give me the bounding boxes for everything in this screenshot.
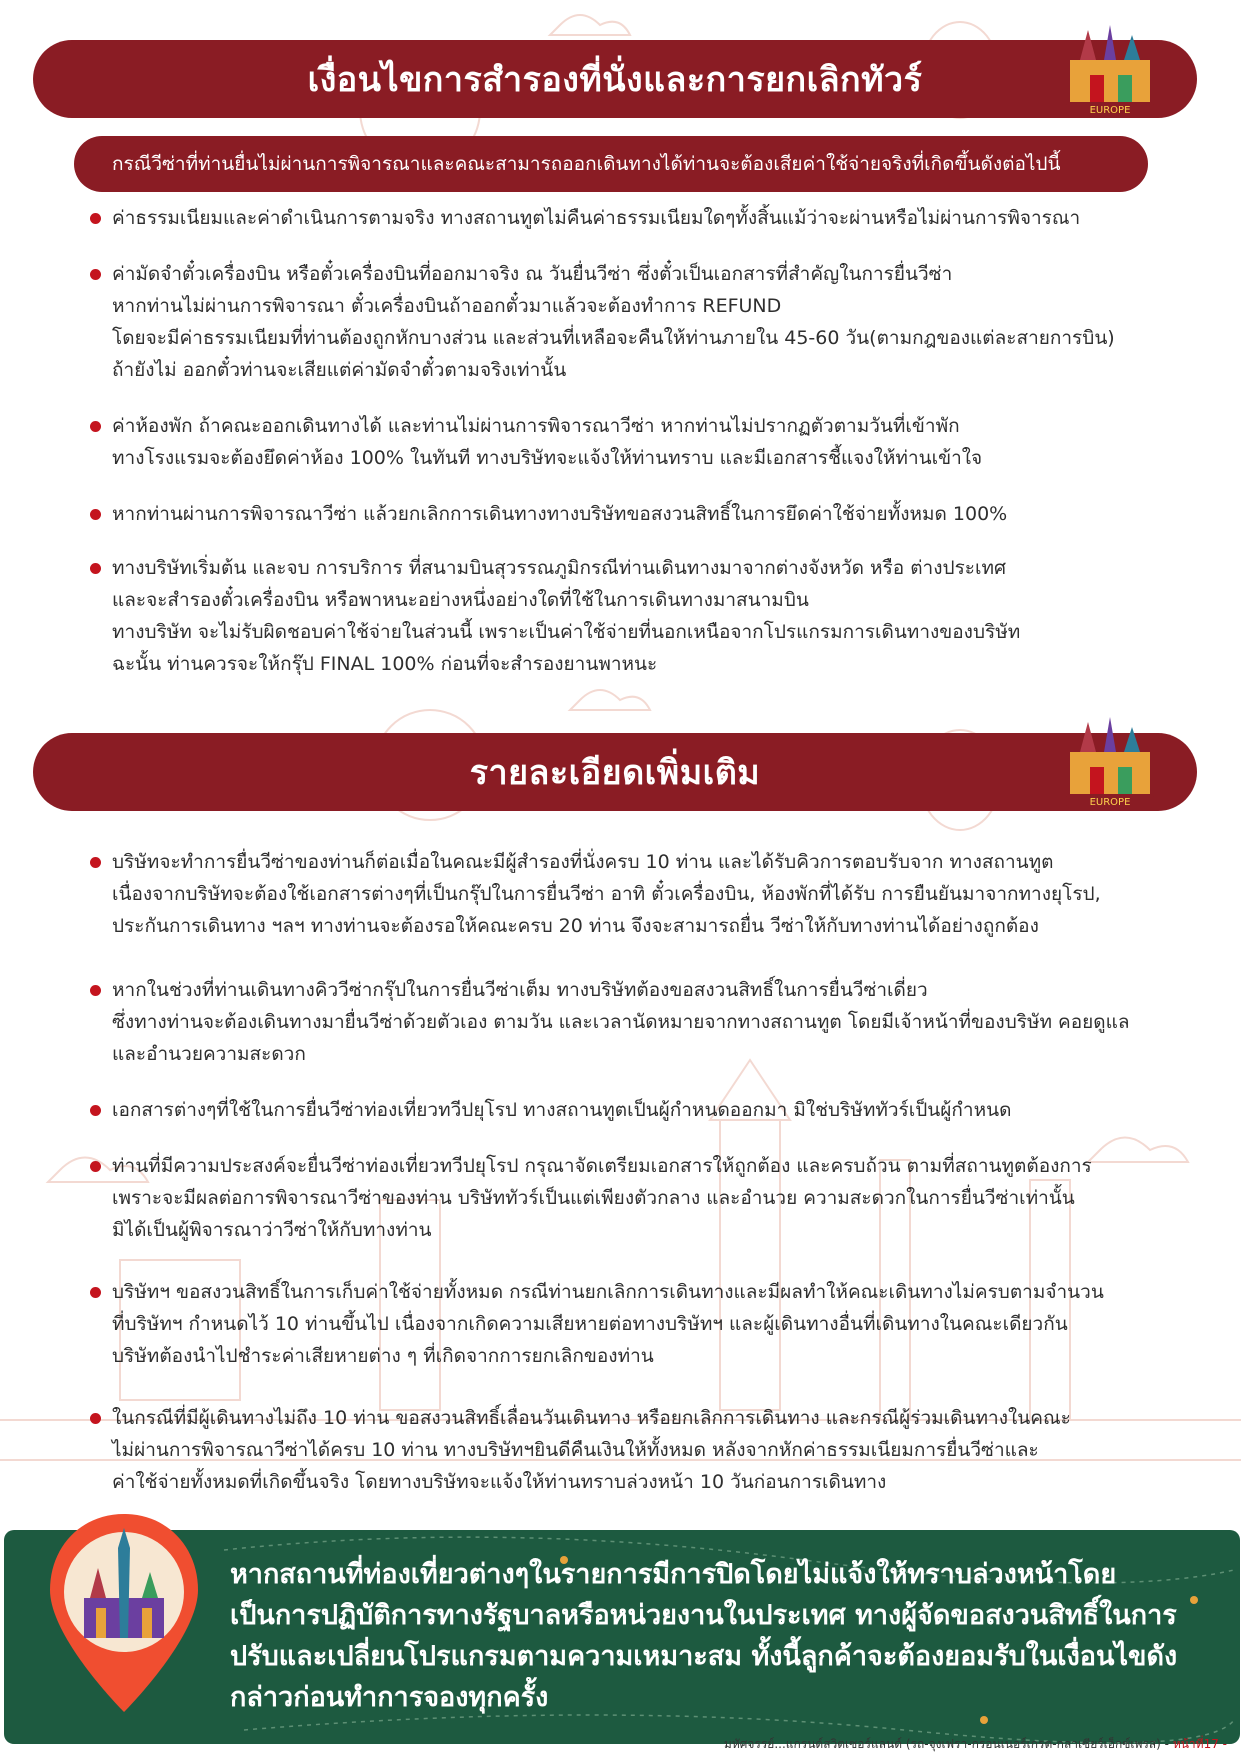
- list-item-text: ค่าธรรมเนียมและค่าดำเนินการตามจริง ทางสถานทูตไม่คืนค่าธรรมเนียมใดๆทั้งสิ้นแม้ว่าจะผ่านหรือไม่ผ่านการพิจารณา: [112, 207, 1081, 229]
- section1-banner: [33, 40, 1197, 118]
- program-name: มหัศจรรย์...แกรนด์สวิตเซอร์แลนด์ (รถ-จุงเฟรา-กรอนเนอร์เกรต-กลาเซียร์เอ็กซ์เพรส) -: [723, 1737, 1173, 1751]
- bullet-icon: [90, 421, 101, 432]
- list-item-text: ท่านที่มีความประสงค์จะยื่นวีซ่าท่องเที่ยวทวีปยุโรป กรุณาจัดเตรียมเอกสารให้ถูกต้อง และครบถ้วน ตามที่สถานทูตต้องการ เพราะจะมีผลต่อการพิจารณาวีซ่าของท่าน บริษัททัวร์เป็นแต่เพียงตัวกลาง และอำนวย ความสะดวกในการยื่นวีซ่าเท่านั้น มิได้เป็นผู้พิจารณาว่าวีซ่าให้กับทางท่าน: [112, 1155, 1092, 1241]
- notice-text: หากสถานที่ท่องเที่ยวต่างๆในรายการมีการปิดโดยไม่แจ้งให้ทราบล่วงหน้าโดยเป็นการปฏิบัติการทางรัฐบาลหรือหน่วยงานในประเทศ ทางผู้จัดขอสงวนสิทธิ์ในการปรับและเปลี่ยนโปรแกรมตามความเหมาะสม ทั้งนี้ลูกค้าจะต้องยอมรับในเงื่อนไขดังกล่าวก่อนทำการจองทุกครั้ง: [230, 1559, 1178, 1713]
- europe-landmarks-badge-icon: [1060, 20, 1160, 120]
- section1-subtitle: กรณีวีซ่าที่ท่านยื่นไม่ผ่านการพิจารณาและคณะสามารถออกเดินทางได้ท่านจะต้องเสียค่าใช้จ่ายจริงที่เกิดขึ้นดังต่อไปนี้: [112, 153, 1061, 175]
- section1-badge-label: EUROPE: [1089, 105, 1131, 116]
- europe-landmarks-badge-icon: [1060, 712, 1160, 812]
- bullet-icon: [90, 985, 101, 996]
- bullet-icon: [90, 1413, 101, 1424]
- section1-title: เงื่อนไขการสำรองที่นั่งและการยกเลิกทัวร์: [307, 60, 923, 100]
- bullet-icon: [90, 1105, 101, 1116]
- bullet-icon: [90, 1287, 101, 1298]
- bullet-icon: [90, 269, 101, 280]
- list-item-text: บริษัทฯ ขอสงวนสิทธิ์ในการเก็บค่าใช้จ่ายทั้งหมด กรณีท่านยกเลิกการเดินทางและมีผลทำให้คณะเดินทางไม่ครบตามจำนวน ที่บริษัทฯ กำหนดไว้ 10 ท่านขึ้นไป เนื่องจากเกิดความเสียหายต่อทางบริษัทฯ และผู้เดินทางอื่นที่เดินทางในคณะเดียวกัน บริษัทต้องนำไปชำระค่าเสียหายต่าง ๆ ที่เกิดจากการยกเลิกของท่าน: [112, 1281, 1104, 1367]
- section2-title: รายละเอียดเพิ่มเติม: [469, 753, 761, 793]
- page-number: หน้าที่17 -: [1172, 1737, 1227, 1751]
- bullet-icon: [90, 1161, 101, 1172]
- list-item-text: เอกสารต่างๆที่ใช้ในการยื่นวีซ่าท่องเที่ยวทวีปยุโรป ทางสถานทูตเป็นผู้กำหนดออกมา มิใช่บริษัททัวร์เป็นผู้กำหนด: [112, 1099, 1012, 1121]
- list-item-text: ค่าห้องพัก ถ้าคณะออกเดินทางได้ และท่านไม่ผ่านการพิจารณาวีซ่า หากท่านไม่ปรากฏตัวตามวันที่เข้าพัก ทางโรงแรมจะต้องยึดค่าห้อง 100% ในทันที ทางบริษัทจะแจ้งให้ท่านทราบ และมีเอกสารชี้แจงให้ท่านเข้าใจ: [112, 415, 983, 469]
- page-footer: [724, 1735, 1227, 1754]
- section2-badge-label: EUROPE: [1089, 797, 1131, 808]
- list-item-text: บริษัทจะทำการยื่นวีซ่าของท่านก็ต่อเมื่อในคณะมีผู้สำรองที่นั่งครบ 10 ท่าน และได้รับคิวการตอบรับจาก ทางสถานทูต เนื่องจากบริษัทจะต้องใช้เอกสารต่างๆที่เป็นกรุ๊ปในการยื่นวีซ่า อาทิ ตั๋วเครื่องบิน, ห้องพักที่ได้รับ การยืนยันมาจากทางยุโรป, ประกันการเดินทาง ฯลฯ ทางท่านจะต้องรอให้คณะครบ 20 ท่าน จึงจะสามารถยื่น วีซ่าให้กับทางท่านได้อย่างถูกต้อง: [112, 851, 1101, 937]
- list-item-text: หากในช่วงที่ท่านเดินทางคิววีซ่ากรุ๊ปในการยื่นวีซ่าเต็ม ทางบริษัทต้องขอสงวนสิทธิ์ในการยื่นวีซ่าเดี่ยว ซึ่งทางท่านจะต้องเดินทางมายื่นวีซ่าด้วยตัวเอง ตามวัน และเวลานัดหมายจากทางสถานทูต โดยมีเจ้าหน้าที่ของบริษัท คอยดูแล และอำนวยความสะดวก: [112, 979, 1130, 1065]
- bullet-icon: [90, 563, 101, 574]
- list-item-text: ค่ามัดจำตั๋วเครื่องบิน หรือตั๋วเครื่องบินที่ออกมาจริง ณ วันยื่นวีซ่า ซึ่งตั๋วเป็นเอกสารที่สำคัญในการยื่นวีซ่า หากท่านไม่ผ่านการพิจารณา ตั๋วเครื่องบินถ้าออกตั๋วมาแล้วจะต้องทำการ REFUND โดยจะมีค่าธรรมเนียมที่ท่านต้องถูกหักบางส่วน และส่วนที่เหลือจะคืนให้ท่านภายใน 45-60 วัน(ตามกฎของแต่ละสายการบิน) ถ้ายังไม่ ออกตั๋วท่านจะเสียแต่ค่ามัดจำตั๋วตามจริงเท่านั้น: [112, 263, 1115, 381]
- section2-banner: [33, 733, 1197, 811]
- location-pin-landmarks-icon: [44, 1508, 204, 1718]
- section1-subtitle-bar: [74, 136, 1148, 192]
- list-item-text: ในกรณีที่มีผู้เดินทางไม่ถึง 10 ท่าน ขอสงวนสิทธิ์เลื่อนวันเดินทาง หรือยกเลิกการเดินทาง และกรณีผู้ร่วมเดินทางในคณะ ไม่ผ่านการพิจารณาวีซ่าได้ครบ 10 ท่าน ทางบริษัทฯยินดีคืนเงินให้ทั้งหมด หลังจากหักค่าธรรมเนียมการยื่นวีซ่าและ ค่าใช้จ่ายทั้งหมดที่เกิดขึ้นจริง โดยทางบริษัทจะแจ้งให้ท่านทราบล่วงหน้า 10 วันก่อนการเดินทาง: [112, 1407, 1071, 1493]
- bullet-icon: [90, 857, 101, 868]
- bullet-icon: [90, 213, 101, 224]
- list-item-text: หากท่านผ่านการพิจารณาวีซ่า แล้วยกเลิกการเดินทางทางบริษัทขอสงวนสิทธิ์ในการยึดค่าใช้จ่ายทั้งหมด 100%: [112, 503, 1008, 525]
- bullet-icon: [90, 509, 101, 520]
- list-item-text: ทางบริษัทเริ่มต้น และจบ การบริการ ที่สนามบินสุวรรณภูมิกรณีท่านเดินทางมาจากต่างจังหวัด หรือ ต่างประเทศ และจะสำรองตั๋วเครื่องบิน หรือพาหนะอย่างหนึ่งอย่างใดที่ใช้ในการเดินทางมาสนามบิน ทางบริษัท จะไม่รับผิดชอบค่าใช้จ่ายในส่วนนี้ เพราะเป็นค่าใช้จ่ายที่นอกเหนือจากโปรแกรมการเดินทางของบริษัท ฉะนั้น ท่านควรจะให้กรุ๊ป FINAL 100% ก่อนที่จะสำรองยานพาหนะ: [112, 557, 1021, 675]
